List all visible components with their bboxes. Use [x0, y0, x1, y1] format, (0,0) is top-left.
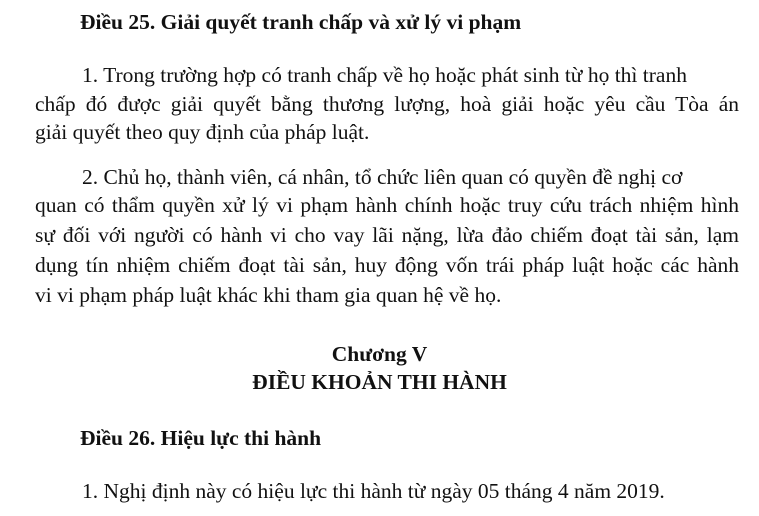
article-26-heading: Điều 26. Hiệu lực thi hành — [80, 426, 322, 450]
article-25-clause-2-line-5: vi vi phạm pháp luật khác khi tham gia quan hệ về họ. — [35, 283, 502, 307]
article-26-clause-1: 1. Nghị định này có hiệu lực thi hành từ ngày 05 tháng 4 năm 2019. — [82, 479, 665, 503]
article-25-clause-1-line-2: chấp đó được giải quyết bằng thương lượng, hoà giải hoặc yêu cầu Tòa án — [35, 92, 739, 116]
article-25-clause-1-line-3: giải quyết theo quy định của pháp luật. — [35, 120, 370, 144]
article-25-heading: Điều 25. Giải quyết tranh chấp và xử lý vi phạm — [80, 10, 522, 34]
article-25-clause-1-line-1: 1. Trong trường hợp có tranh chấp về họ hoặc phát sinh từ họ thì tranh — [82, 63, 687, 87]
article-25-clause-2-line-1: 2. Chủ họ, thành viên, cá nhân, tổ chức liên quan có quyền đề nghị cơ — [82, 165, 683, 189]
article-25-clause-2-line-4: dụng tín nhiệm chiếm đoạt tài sản, huy động vốn trái pháp luật hoặc các hành — [35, 253, 739, 277]
article-25-clause-2-line-3: sự đối với người có hành vi cho vay lãi nặng, lừa đảo chiếm đoạt tài sản, lạm — [35, 223, 739, 247]
article-25-clause-2-line-2: quan có thẩm quyền xử lý vi phạm hành chính hoặc truy cứu trách nhiệm hình — [35, 193, 739, 217]
chapter-title: ĐIỀU KHOẢN THI HÀNH — [252, 370, 507, 394]
chapter-number: Chương V — [331, 342, 428, 366]
